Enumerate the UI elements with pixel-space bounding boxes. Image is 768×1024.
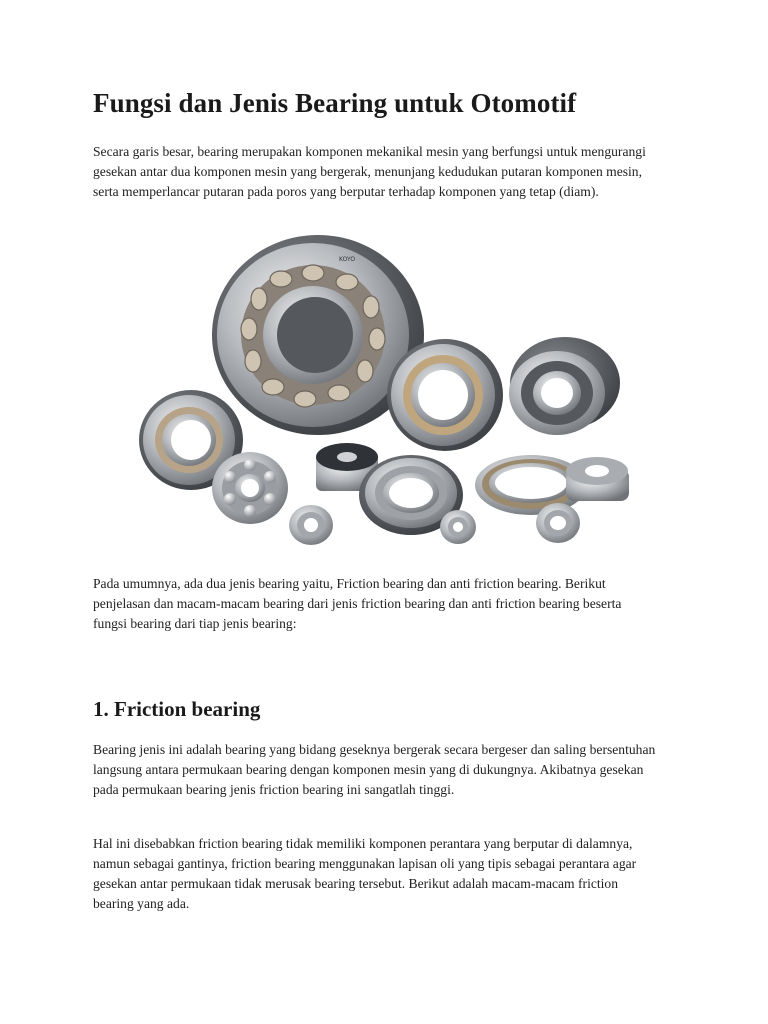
bearings-photo [133,235,653,553]
intro-paragraph: Secara garis besar, bearing merupakan komponen mekanikal mesin yang berfungsi untuk mengurangi gesekan antar dua komponen mesin yang bergerak, menunjang kedudukan putaran komponen mesin, serta memperlancar putaran pada poros yang berputar terhadap komponen yang tetap (diam). [93,144,646,199]
overview-paragraph: Pada umumnya, ada dua jenis bearing yaitu, Friction bearing dan anti friction bearing. Berikut penjelasan dan macam-macam bearing dari jenis friction bearing dan anti friction bearing beserta fungsi bearing dari tiap jenis bearing: [93,576,622,631]
section-heading: 1. Friction bearing [93,697,261,721]
shielded-bearing [566,457,629,501]
brand-label: KOYO [339,256,356,263]
tapered-roller-bearing [509,337,620,435]
miniature-bearing-a [440,510,476,544]
small-ball-bearing [212,452,288,524]
cylindrical-roller-bearing [387,339,503,451]
tiny-ball-bearing [289,505,333,545]
section-paragraph-2: Hal ini disebabkan friction bearing tidak memiliki komponen perantara yang berputar di dalamnya, namun sebagai gantinya, friction bearing menggunakan lapisan oli yang tipis sebagai perantara agar gesekan antar permukaan tidak merusak bearing tersebut. Berikut adalah macam-macam friction bearing yang ada. [93,836,637,911]
miniature-bearing-b [536,503,580,543]
section-paragraph-1: Bearing jenis ini adalah bearing yang bidang geseknya bergerak secara bergeser dan saling bersentuhan langsung antara permukaan bearing dengan komponen mesin yang di dukungnya. Akibatnya gesekan pada permukaan bearing jenis friction bearing ini sangatlah tinggi. [93,742,656,797]
page-title: Fungsi dan Jenis Bearing untuk Otomotif [93,88,577,118]
